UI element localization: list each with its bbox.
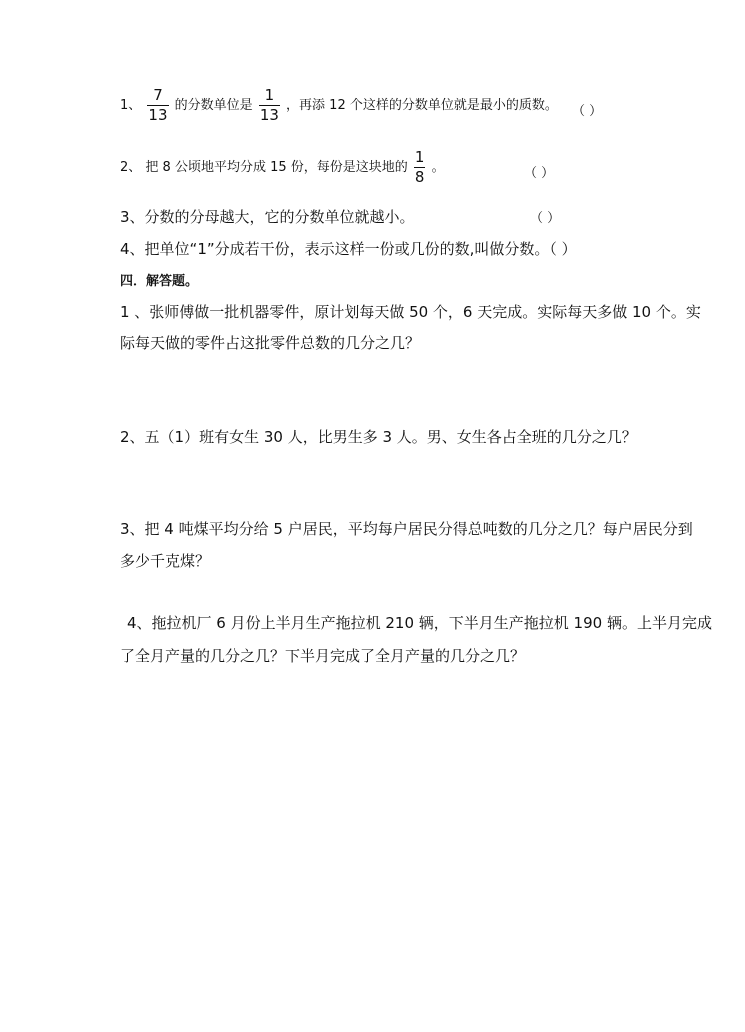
judgement-item-1 <box>120 88 558 123</box>
fraction-denominator: 13 <box>259 106 279 124</box>
answer-blank-1[interactable]: （ ） <box>572 104 603 119</box>
statement-text-a: 把 8 公顷地平均分成 15 份，每份是这块地的 <box>145 160 408 175</box>
fraction-denominator: 8 <box>414 168 425 186</box>
problem-1-line-2: 际每天做的零件占这批零件总数的几分之几？ <box>120 334 421 352</box>
fraction-one-thirteenth <box>259 88 280 123</box>
problem-2-line-1: 2、五（1）班有女生 30 人，比男生多 3 人。男、女生各占全班的几分之几？ <box>120 428 637 446</box>
problem-3-line-1: 3、把 4 吨煤平均分给 5 户居民，平均每户居民分得总吨数的几分之几？每户居民分到 <box>120 520 693 538</box>
statement-text-b: ，再添 12 个这样的分数单位就是最小的质数。 <box>286 98 558 113</box>
judgement-item-2 <box>120 150 445 185</box>
section-heading: 四．解答题。 <box>120 274 199 289</box>
problem-1-line-1: 1 、张师傅做一批机器零件，原计划每天做 50 个，6 天完成。实际每天多做 10 个。实 <box>120 303 701 321</box>
statement-text-a: 的分数单位是 <box>174 98 253 113</box>
problem-3-line-2: 多少千克煤？ <box>120 552 211 570</box>
fraction-numerator: 1 <box>414 148 425 166</box>
problem-4-line-2: 了全月产量的几分之几？下半月完成了全月产量的几分之几？ <box>120 647 526 665</box>
problem-4-line-1: 4、拖拉机厂 6 月份上半月生产拖拉机 210 辆，下半月生产拖拉机 190 辆。上半月完成 <box>127 614 712 632</box>
fraction-numerator: 1 <box>259 88 280 106</box>
fraction-one-eighth <box>414 150 426 185</box>
judgement-item-4: 4、把单位“1”分成若干份，表示这样一份或几份的数,叫做分数。（ ） <box>120 240 577 258</box>
answer-blank-2[interactable]: （ ） <box>524 166 555 181</box>
item-number: 1、 <box>120 98 142 113</box>
statement-text-b: 。 <box>431 160 445 175</box>
item-number: 2、 <box>120 160 142 175</box>
answer-blank-3[interactable]: （ ） <box>530 211 561 226</box>
fraction-denominator: 13 <box>148 106 168 124</box>
judgement-item-3: 3、分数的分母越大，它的分数单位就越小。 <box>120 208 415 226</box>
fraction-numerator: 7 <box>147 88 168 106</box>
fraction-seven-thirteenths <box>147 88 168 123</box>
